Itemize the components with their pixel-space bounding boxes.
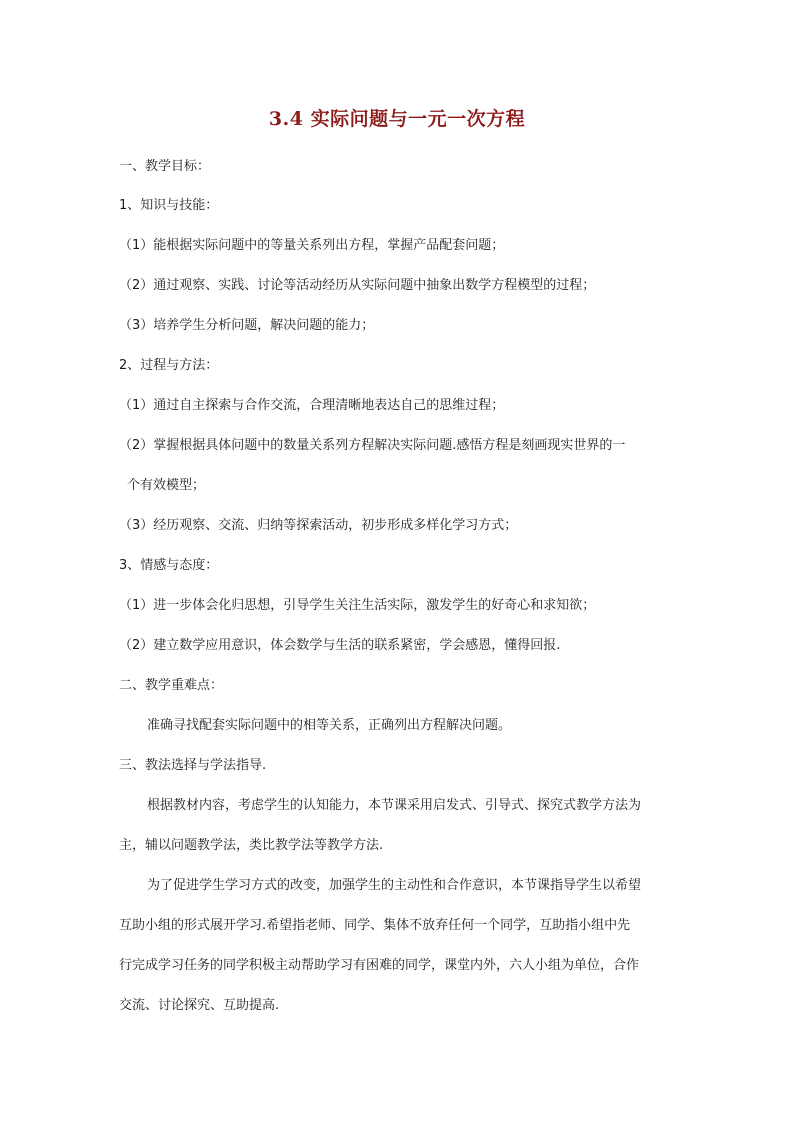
list-item: （1）通过自主探索与合作交流，合理清晰地表达自己的思维过程； [119,398,505,413]
list-item-continuation: 个有效模型； [127,478,206,493]
list-item: （3）经历观察、交流、归纳等探索活动，初步形成多样化学习方式； [119,518,518,533]
paragraph-line: 行完成学习任务的同学积极主动帮助学习有困难的同学，课堂内外，六人小组为单位，合作 [119,958,640,973]
list-item: （3）培养学生分析问题，解决问题的能力； [119,318,375,333]
paragraph-line: 交流、讨论探究、互助提高. [119,998,280,1013]
subsection-process-methods: 2、过程与方法： [119,358,219,373]
paragraph-line: 主，辅以问题教学法，类比教学法等教学方法. [119,838,384,853]
list-item: （1）进一步体会化归思想，引导学生关注生活实际，激发学生的好奇心和求知欲； [119,598,596,613]
list-item: （2）通过观察、实践、讨论等活动经历从实际问题中抽象出数学方程模型的过程； [119,278,596,293]
paragraph-line: 根据教材内容，考虑学生的认知能力，本节课采用启发式、引导式、探究式教学方法为 [147,798,642,813]
section-heading-objectives: 一、教学目标： [119,159,211,174]
paragraph-line: 互助小组的形式展开学习.希望指老师、同学、集体不放弃任何一个同学，互助指小组中先 [119,918,631,933]
paragraph-line: 准确寻找配套实际问题中的相等关系，正确列出方程解决问题。 [147,718,512,733]
paragraph-line: 为了促进学生学习方式的改变，加强学生的主动性和合作意识，本节课指导学生以希望 [147,878,642,893]
section-heading-methods: 三、教法选择与学法指导. [119,758,267,773]
list-item: （2）建立数学应用意识，体会数学与生活的联系紧密，学会感恩，懂得回报. [119,638,561,653]
section-heading-key-points: 二、教学重难点： [119,678,224,693]
document-title: 3.4 实际问题与一元一次方程 [268,108,526,130]
subsection-knowledge-skills: 1、知识与技能： [119,198,219,213]
list-item: （1）能根据实际问题中的等量关系列出方程，掌握产品配套问题； [119,238,505,253]
subsection-attitudes: 3、情感与态度： [119,558,219,573]
list-item: （2）掌握根据具体问题中的数量关系列方程解决实际问题.感悟方程是刻画现实世界的一 [119,438,626,453]
